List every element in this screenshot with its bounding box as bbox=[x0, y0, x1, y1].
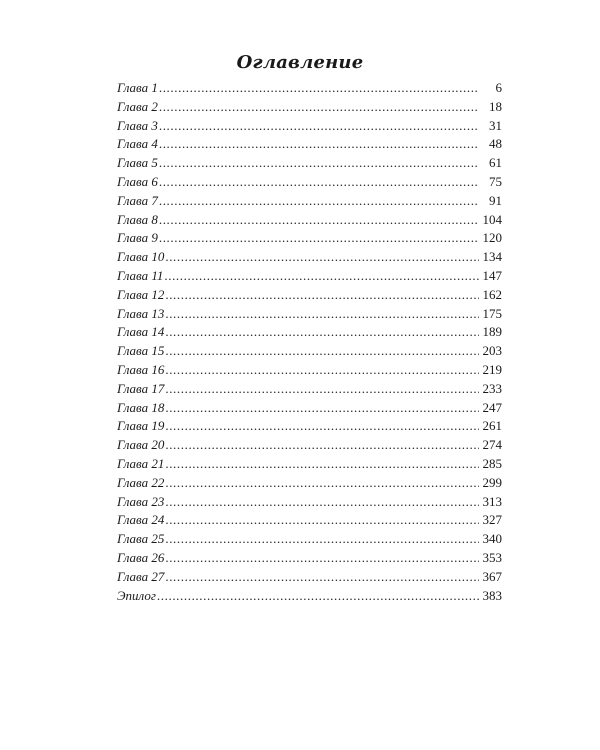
toc-entry-label: Глава 15 bbox=[117, 343, 165, 359]
toc-entry-page-number: 75 bbox=[489, 173, 502, 189]
toc-entry-page-number: 219 bbox=[482, 361, 502, 377]
toc-entry-page-number: 6 bbox=[495, 80, 502, 95]
toc-entry bbox=[117, 456, 502, 475]
toc-dot-leader bbox=[165, 249, 479, 265]
toc-entry bbox=[117, 268, 502, 287]
toc-entry-page-number: 247 bbox=[482, 399, 502, 415]
toc-entry-label: Глава 8 bbox=[117, 211, 158, 227]
toc-entry bbox=[117, 343, 502, 362]
toc-entry-page-number: 189 bbox=[482, 324, 502, 340]
toc-entry-page-number: 18 bbox=[489, 98, 502, 114]
toc-entry-page-number: 48 bbox=[489, 136, 502, 152]
toc-entry bbox=[117, 99, 502, 118]
toc-entry-label: Глава 14 bbox=[117, 324, 165, 340]
toc-entry bbox=[117, 80, 502, 99]
toc-entry-label: Глава 22 bbox=[117, 474, 165, 490]
toc-entry-page-number: 340 bbox=[482, 531, 502, 547]
toc-entry-label: Глава 4 bbox=[117, 136, 158, 152]
toc-entry-page-number: 134 bbox=[482, 249, 502, 265]
toc-entry-page-number: 175 bbox=[482, 305, 502, 321]
toc-entry-page-number: 327 bbox=[482, 512, 502, 528]
toc-dot-leader bbox=[159, 155, 479, 171]
toc-entry bbox=[117, 531, 502, 550]
toc-entry-label: Глава 26 bbox=[117, 549, 165, 565]
toc-entry bbox=[117, 155, 502, 174]
toc-dot-leader bbox=[165, 531, 479, 547]
toc-dot-leader bbox=[159, 118, 479, 134]
toc-entry-page-number: 104 bbox=[482, 211, 502, 227]
toc-entry bbox=[117, 249, 502, 268]
toc-entry bbox=[117, 324, 502, 343]
toc-entry bbox=[117, 287, 502, 306]
toc-entry-page-number: 120 bbox=[482, 230, 502, 246]
toc-dot-leader bbox=[159, 212, 479, 228]
toc-entry-label: Глава 12 bbox=[117, 286, 165, 302]
toc-list bbox=[117, 80, 502, 606]
toc-entry bbox=[117, 193, 502, 212]
toc-entry bbox=[117, 475, 502, 494]
toc-dot-leader bbox=[159, 193, 479, 209]
toc-entry bbox=[117, 588, 502, 607]
toc-entry-label: Эпилог bbox=[117, 587, 156, 603]
toc-entry-page-number: 274 bbox=[482, 437, 502, 453]
toc-entry-page-number: 299 bbox=[482, 474, 502, 490]
toc-entry-label: Глава 25 bbox=[117, 531, 165, 547]
toc-entry-label: Глава 16 bbox=[117, 361, 165, 377]
toc-dot-leader bbox=[157, 588, 479, 604]
toc-entry-label: Глава 18 bbox=[117, 399, 165, 415]
toc-entry bbox=[117, 569, 502, 588]
toc-entry bbox=[117, 362, 502, 381]
toc-entry-page-number: 162 bbox=[482, 286, 502, 302]
toc-entry-label: Глава 2 bbox=[117, 98, 158, 114]
toc-title: Оглавление bbox=[236, 52, 364, 73]
toc-entry bbox=[117, 174, 502, 193]
toc-entry-label: Глава 10 bbox=[117, 249, 165, 265]
toc-dot-leader bbox=[159, 99, 479, 115]
toc-entry-label: Глава 19 bbox=[117, 418, 165, 434]
toc-dot-leader bbox=[165, 494, 479, 510]
toc-entry-page-number: 383 bbox=[482, 587, 502, 603]
toc-dot-leader bbox=[165, 381, 479, 397]
toc-entry-label: Глава 20 bbox=[117, 437, 165, 453]
toc-dot-leader bbox=[165, 306, 479, 322]
toc-dot-leader bbox=[165, 418, 479, 434]
toc-dot-leader bbox=[164, 268, 479, 284]
toc-entry-page-number: 147 bbox=[482, 267, 502, 283]
toc-dot-leader bbox=[165, 324, 479, 340]
toc-entry-page-number: 91 bbox=[489, 192, 502, 208]
toc-entry-page-number: 353 bbox=[482, 549, 502, 565]
toc-entry-label: Глава 27 bbox=[117, 568, 165, 584]
toc-entry bbox=[117, 381, 502, 400]
toc-dot-leader bbox=[165, 550, 479, 566]
toc-dot-leader bbox=[165, 569, 479, 585]
toc-entry bbox=[117, 306, 502, 325]
toc-entry-page-number: 203 bbox=[482, 343, 502, 359]
toc-entry-label: Глава 24 bbox=[117, 512, 165, 528]
toc-entry-page-number: 31 bbox=[489, 117, 502, 133]
toc-dot-leader bbox=[159, 230, 479, 246]
toc-dot-leader bbox=[165, 437, 479, 453]
toc-entry bbox=[117, 136, 502, 155]
toc-entry-page-number: 61 bbox=[489, 155, 502, 171]
toc-entry-page-number: 233 bbox=[482, 380, 502, 396]
toc-entry bbox=[117, 118, 502, 137]
toc-entry bbox=[117, 550, 502, 569]
toc-entry-label: Глава 3 bbox=[117, 117, 158, 133]
toc-dot-leader bbox=[165, 362, 479, 378]
toc-entry-page-number: 261 bbox=[482, 418, 502, 434]
toc-entry bbox=[117, 400, 502, 419]
toc-dot-leader bbox=[165, 512, 479, 528]
toc-entry bbox=[117, 418, 502, 437]
toc-entry-label: Глава 13 bbox=[117, 305, 165, 321]
toc-entry-label: Глава 5 bbox=[117, 155, 158, 171]
toc-entry bbox=[117, 230, 502, 249]
toc-dot-leader bbox=[165, 456, 479, 472]
toc-entry-label: Глава 6 bbox=[117, 173, 158, 189]
toc-entry bbox=[117, 512, 502, 531]
toc-dot-leader bbox=[165, 343, 479, 359]
toc-entry-label: Глава 11 bbox=[117, 267, 164, 283]
toc-entry-page-number: 313 bbox=[482, 493, 502, 509]
toc-dot-leader bbox=[159, 136, 479, 152]
toc-dot-leader bbox=[165, 475, 479, 491]
toc-entry-label: Глава 23 bbox=[117, 493, 165, 509]
toc-entry-label: Глава 9 bbox=[117, 230, 158, 246]
toc-entry-label: Глава 21 bbox=[117, 455, 165, 471]
toc-entry-label: Глава 17 bbox=[117, 380, 165, 396]
toc-entry-page-number: 367 bbox=[482, 568, 502, 584]
toc-dot-leader bbox=[159, 174, 479, 190]
toc-entry bbox=[117, 212, 502, 231]
toc-entry bbox=[117, 437, 502, 456]
toc-entry-label: Глава 1 bbox=[117, 80, 158, 95]
toc-entry bbox=[117, 494, 502, 513]
toc-entry-page-number: 285 bbox=[482, 455, 502, 471]
toc-dot-leader bbox=[165, 400, 479, 416]
toc-dot-leader bbox=[159, 80, 479, 96]
toc-entry-label: Глава 7 bbox=[117, 192, 158, 208]
toc-dot-leader bbox=[165, 287, 479, 303]
